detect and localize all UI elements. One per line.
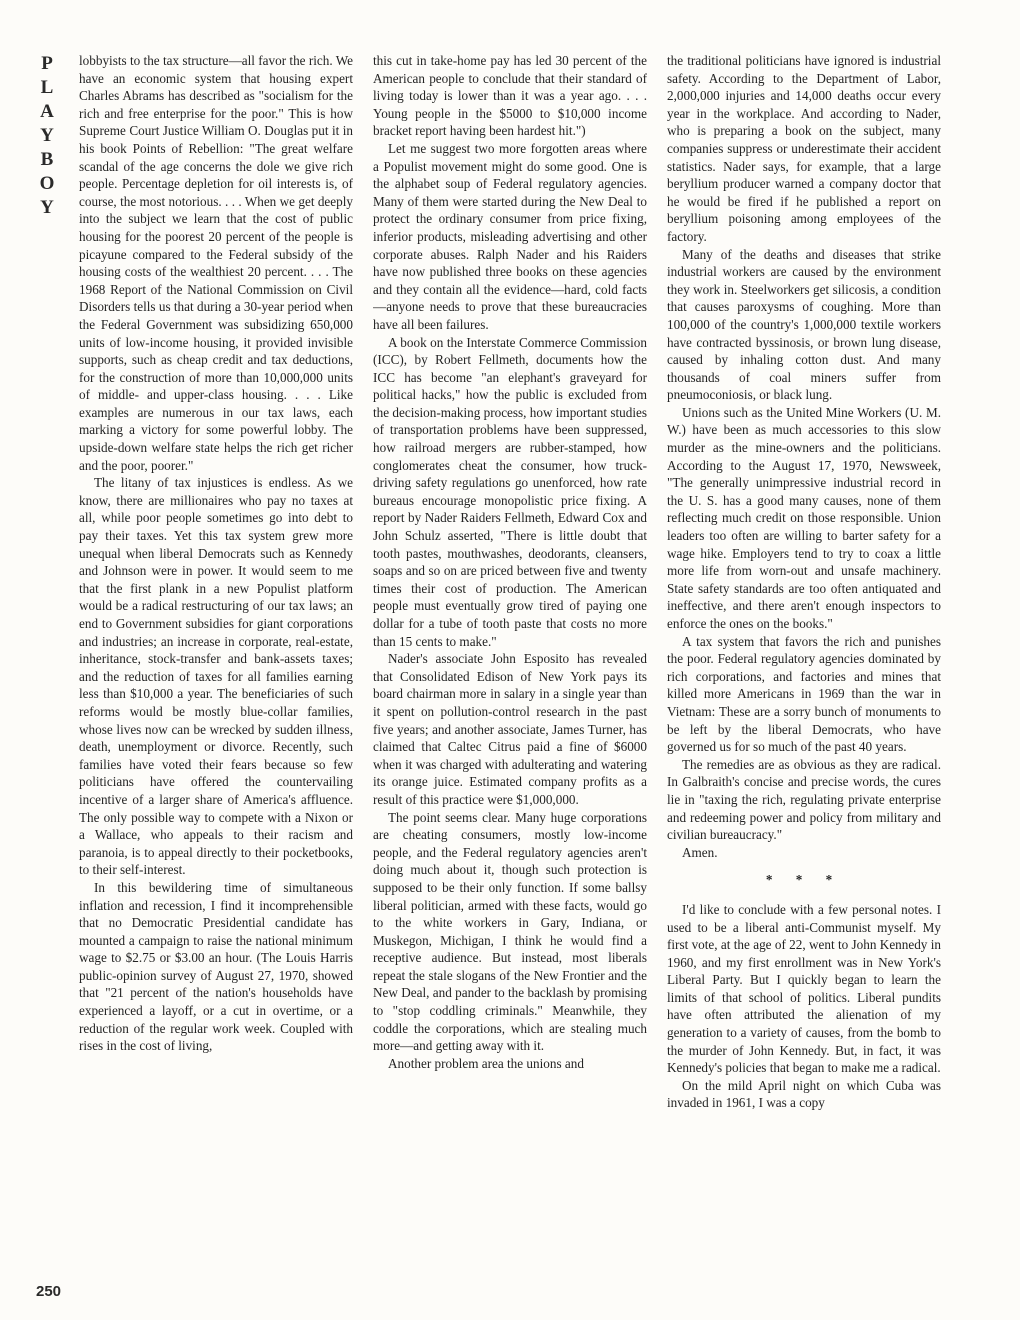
paragraph: Let me suggest two more forgotten areas where a Populist movement might do some good. One is the alphabet soup of Federal regulatory agencies. Many of them were started during the New Deal to protect the ordinary consumer from price fixing, inferior products, misleading advertising and other corporate abuses. Ralph Nader and his Raiders have now published three books on these agencies and they contain all the evidence—hard, cold facts—anyone needs to prove that these bureaucracies have all been failures. (373, 140, 647, 332)
paragraph: Many of the deaths and diseases that strike industrial workers are caused by the environment they work in. Steelworkers get silicosis, a condition that causes paroxysms of coughing. More than 100,000 of the country's 1,000,000 textile workers have contracted byssinosis, or brown lung disease, caused by inhaling cotton dust. And many thousands of coal miners suffer from pneumoconiosis, or black lung. (667, 246, 941, 403)
masthead-letter: Y (40, 125, 54, 146)
paragraph: Another problem area the unions and (388, 1055, 584, 1071)
section-separator: * * * (765, 872, 843, 888)
paragraph: Amen. (682, 844, 718, 860)
paragraph: I'd like to conclude with a few personal notes. I used to be a liberal anti-Communist myself. My first vote, at the age of 22, went to John Kennedy in 1960, and my first enrollment was in New York's Liberal Party. But I quickly began to learn the limits of that school of politics. Liberal pundits have often attributed the alienation of my generation to a variety of causes, from the bomb to the murder of John Kennedy. But, in fact, it was Kennedy's policies that began to make me a radical. (667, 901, 941, 1076)
masthead-letter: L (40, 77, 54, 98)
paragraph: The remedies are as obvious as they are radical. In Galbraith's concise and precise words, the cures lie in "taxing the rich, regulating private enterprise and redeeming power and policy from military and civilian bureaucracy." (667, 756, 941, 843)
paragraph: the traditional politicians have ignored is industrial safety. According to the Department of Labor, 2,000,000 injuries and 14,000 deaths occur every year in the workplace. And according to Nader, who is preparing a book on the subject, many companies suppress or underestimate their accident statistics. Nader says, for example, that a large beryllium producer warned a company doctor that he would be fired if he published a report on beryllium poisoning among employees of the factory. (667, 53, 941, 244)
masthead-text (36, 52, 58, 220)
paragraph: On the mild April night on which Cuba was invaded in 1961, I was a copy (667, 1077, 941, 1111)
page-number: 250 (36, 1283, 62, 1300)
paragraph: A tax system that favors the rich and punishes the poor. Federal regulatory agencies dominated by rich corporations, and factories and mines that killed more Americans in 1969 than the war in Vietnam: These are a sorry bunch of monuments to be left by the liberal Democrats, who have governed us for so much of the past 40 years. (667, 633, 941, 755)
paragraph: A book on the Interstate Commerce Commission (ICC), by Robert Fellmeth, documents how the ICC has become "an elephant's graveyard for political hacks," how the public is excluded from the decision-making process, how important studies of transportation problems have been suppressed, how railroad mergers are rubber-stamped, how conglomerates cheat the consumer, how truck-driving safety regulations go unenforced, how rate bureaus encourage monopolistic price fixing. A report by Nader Raiders Fellmeth, Edward Cox and John Schulz asserted, "There is little doubt that tooth pastes, mouthwashes, deodorants, cleansers, soaps and so on are priced between five and twenty times their cost of production. The American people must eventually grow tired of paying one dollar for a tube of tooth paste that costs no more than 15 cents to make." (373, 334, 647, 649)
text-column-2 (373, 52, 647, 1302)
magazine-masthead (36, 52, 58, 220)
masthead-letter: A (40, 101, 54, 122)
paragraph: this cut in take-home pay has led 30 percent of the American people to conclude that their standard of living today is lower than it was a year ago. . . . Young people in the $5000 to $10,000 income bracket report having been hardest hit.") (373, 53, 647, 139)
paragraph: lobbyists to the tax structure—all favor the rich. We have an economic system that housing expert Charles Abrams has described as "socialism for the rich and free enterprise for the poor." This is how Supreme Court Justice William O. Douglas put it in his book Points of Rebellion: "The great welfare scandal of the age concerns the dole we give rich people. Percentage depletion for oil interests is, of course, the most notorious. . . . When we get deeply into the subject we learn that the cost of public housing for the poorest 20 percent of the people is picayune compared to the Federal subsidy of the housing costs of the wealthiest 20 percent. . . . The 1968 Report of the National Commission on Civil Disorders tells us that during a 30-year period when the Federal Government was subsidizing 650,000 units of low-income housing, it provided invisible supports, such as cheap credit and tax deductions, for the construction of more than 10,000,000 units of middle- and upper-class housing. . . . Like examples are numerous in our tax laws, each marking a victory for some powerful lobby. The upside-down welfare state helps the rich get richer and the poor, poorer." (79, 53, 353, 473)
paragraph: Unions such as the United Mine Workers (U. M. W.) have been as much accessories to this slow murder as the mine-owners and the politicians. According to the August 17, 1970, Newsweek, "The generally unimpressive industrial record in the U. S. has a good many causes, none of them reflecting much credit on those responsible. Union leaders too often are willing to barter safety for a wage hike. Employers tend to try to coax a little more life from worn-out and unsafe machinery. State safety standards are too often antiquated and ineffective, and there aren't enough inspectors to enforce the ones on the books." (667, 404, 941, 631)
paragraph: In this bewildering time of simultaneous inflation and recession, I find it incomprehensible that no Democratic Presidential candidate has mounted a campaign to raise the national minimum wage to $2.75 or $3.00 an hour. (The Louis Harris public-opinion survey of August 27, 1970, showed that "21 percent of the nation's households have experienced a layoff, or a cut in overtime, or a reduction of the regular work week. Coupled with rises in the cost of living, (79, 879, 353, 1054)
paragraph: The litany of tax injustices is endless. As we know, there are millionaires who pay no taxes at all, while poor people sometimes go into debt to pay their taxes. Yet this tax system grew more unequal when liberal Democrats such as Kennedy and Johnson were in power. It would seem to me that the first plank in a new Populist platform would be a radical restructuring of our tax laws; an end to Government subsidies for giant corporations and industries; an increase in corporate, real-estate, inheritance, stock-transfer and bank-assets taxes; and the reduction of taxes for all families earning less than $10,000 a year. The beneficiaries of such reforms would be mostly blue-collar families, whose lives now can be wrecked by sudden illness, death, unemployment or divorce. Recently, such families have voted their fears because so few politicians have offered the countervailing incentive of a larger share of America's affluence. The only possible way to compete with a Nixon or a Wallace, who appeals to their racism and paranoia, is to appeal directly to their pocketbooks, to their self-interest. (79, 475, 353, 878)
paragraph: Nader's associate John Esposito has revealed that Consolidated Edison of New York pays its board chairman more in salary in a single year than it spent on pollution-control research in the past five years; and another associate, James Turner, has claimed that Caltec Citrus paid a fine of $6000 when it was charged with adulterating and watering its orange juice. Estimated company profits as a result of this practice were $1,000,000. (373, 651, 647, 807)
masthead-letter: P (41, 53, 53, 74)
masthead-letter: O (39, 173, 55, 194)
text-column-3 (667, 52, 941, 1302)
paragraph: The point seems clear. Many huge corporations are cheating consumers, mostly low-income people, and the Federal regulatory agencies aren't doing much about it, though such protection is supposed to be their only function. If some ballsy liberal politician, armed with these facts, would go to the white workers in Gary, Indiana, or Muskegon, Michigan, I think he would find a receptive audience. But instead, most liberals repeat the stale slogans of the New Frontier and the New Deal, and pander to the backlash by promising to "stop coddling criminals." Meanwhile, they coddle the corporations, which are stealing much more—and getting away with it. (373, 809, 647, 1054)
masthead-letter: B (40, 149, 54, 170)
text-column-1 (79, 52, 353, 1302)
masthead-letter: Y (40, 197, 54, 218)
